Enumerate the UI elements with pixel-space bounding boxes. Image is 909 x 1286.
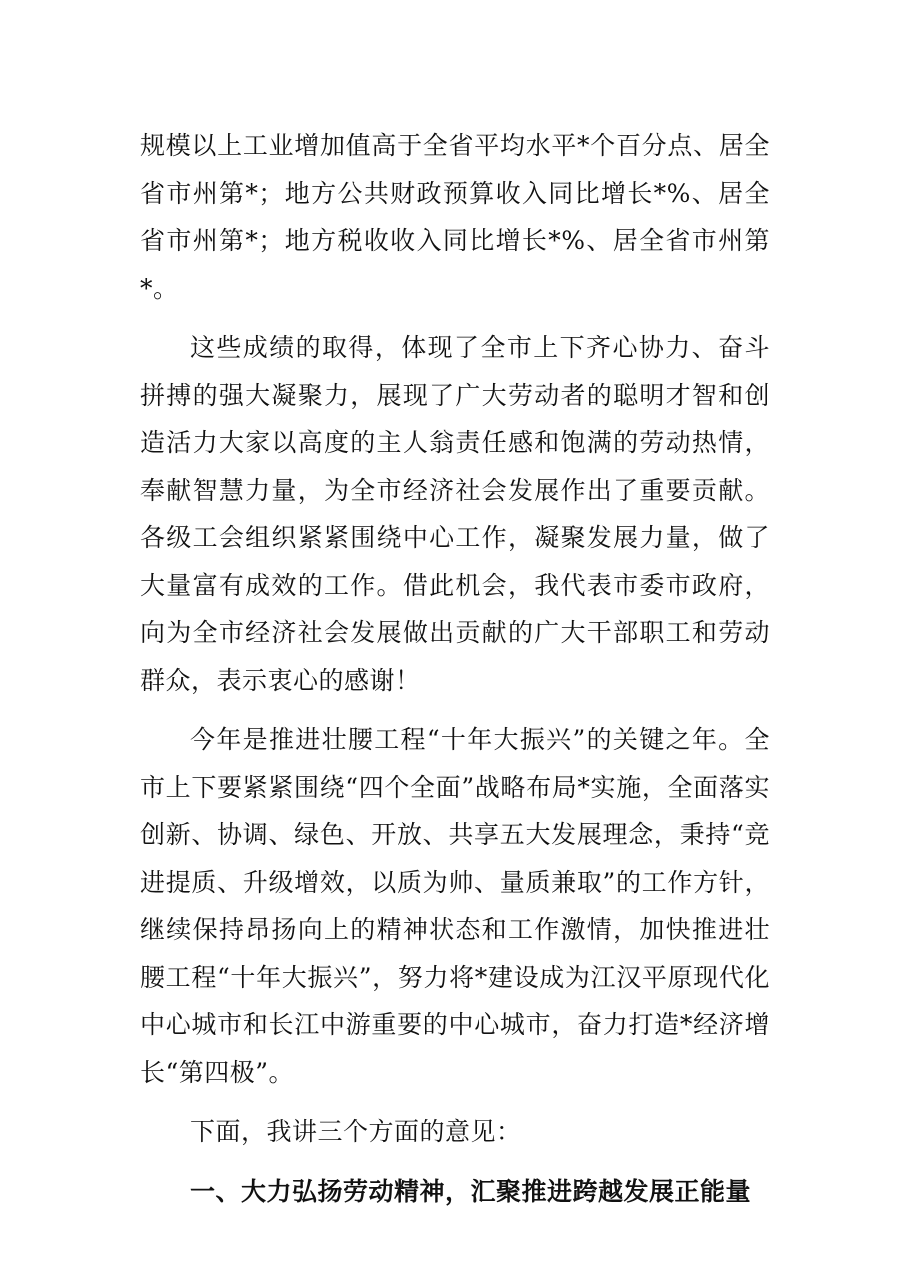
section-heading: 一、大力弘扬劳动精神，汇聚推进跨越发展正能量 bbox=[190, 1176, 752, 1206]
document-page bbox=[140, 122, 770, 1215]
paragraph-2: 这些成绩的取得，体现了全市上下齐心协力、奋斗拼搏的强大凝聚力，展现了广大劳动者的聪明才智和创造活力大家以高度的主人翁责任感和饱满的劳动热情，奉献智慧力量，为全市经济社会发展作出了重要贡献。各级工会组织紧紧围绕中心工作，凝聚发展力量，做了大量富有成效的工作。借此机会，我代表市委市政府，向为全市经济社会发展做出贡献的广大干部职工和劳动群众，表示衷心的感谢！ bbox=[140, 333, 770, 695]
paragraph-3: 今年是推进壮腰工程“十年大振兴”的关键之年。全市上下要紧紧围绕“四个全面”战略布局*实施，全面落实创新、协调、绿色、开放、共享五大发展理念，秉持“竞进提质、升级增效，以质为帅、量质兼取”的工作方针，继续保持昂扬向上的精神状态和工作激情，加快推进壮腰工程“十年大振兴”，努力将*建设成为江汉平原现代化中心城市和长江中游重要的中心城市，奋力打造*经济增长“第四极”。 bbox=[140, 725, 770, 1087]
paragraph-4: 下面，我讲三个方面的意见： bbox=[190, 1117, 522, 1146]
paragraph-1: 规模以上工业增加值高于全省平均水平*个百分点、居全省市州第*；地方公共财政预算收入同比增长*%、居全省市州第*；地方税收收入同比增长*%、居全省市州第*。 bbox=[140, 131, 770, 303]
